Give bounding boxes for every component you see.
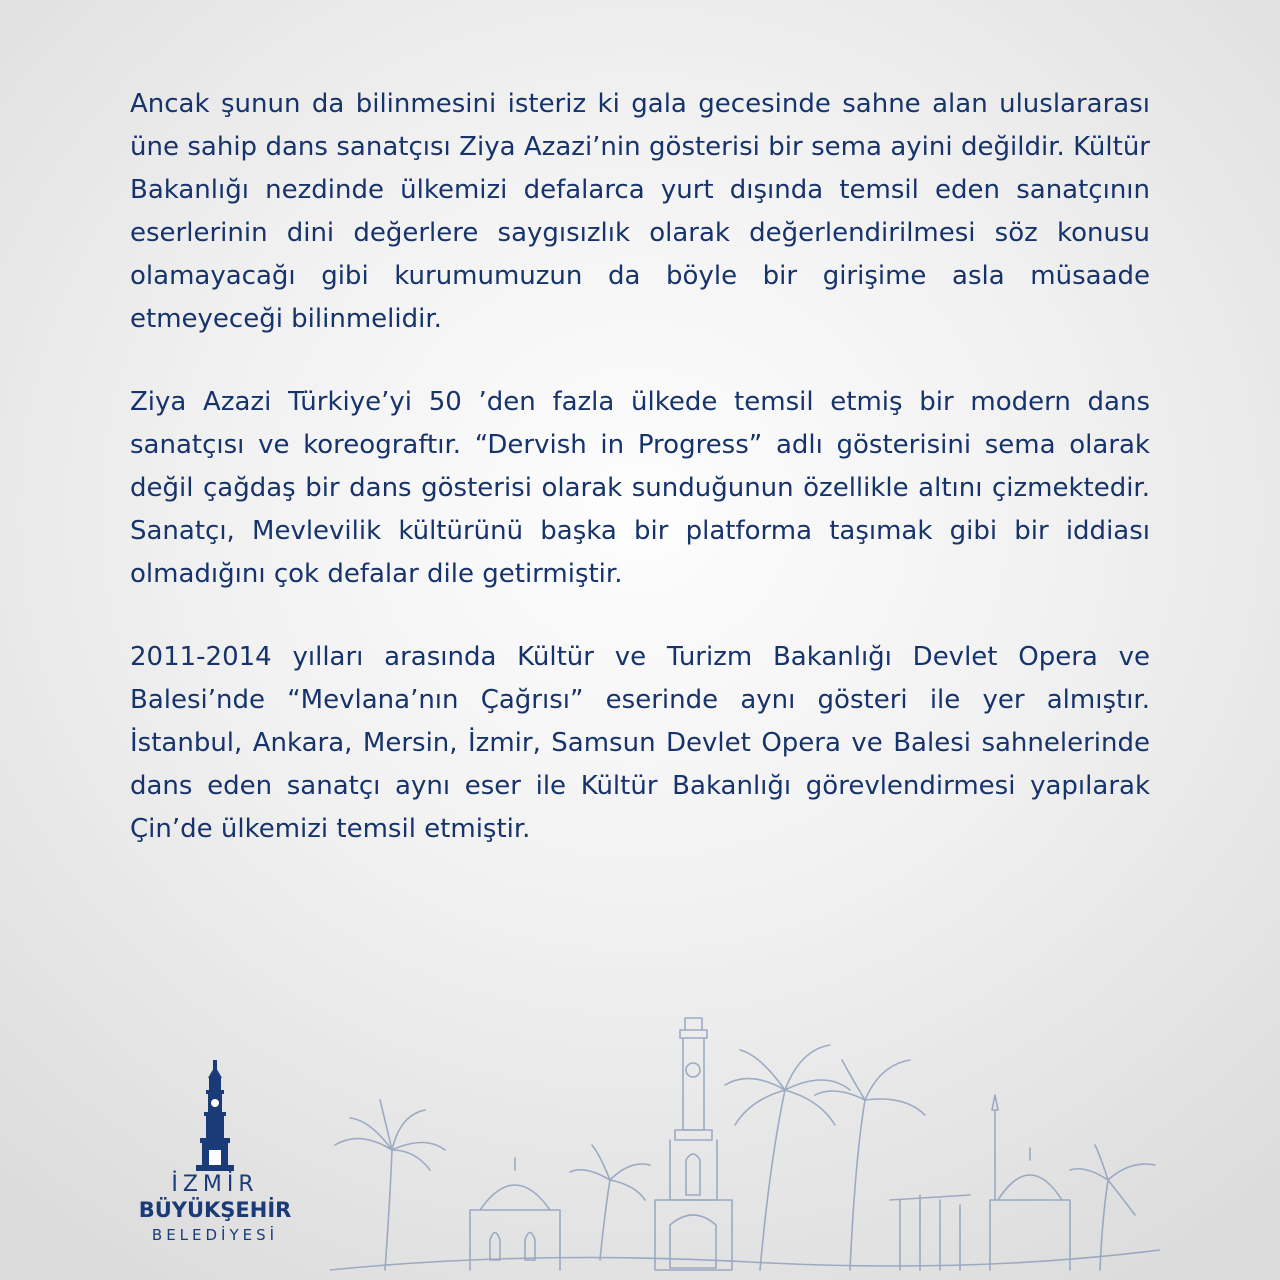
clock-tower-icon	[192, 1060, 238, 1172]
izmir-skyline-sketch	[330, 1000, 1160, 1280]
izmir-municipality-logo	[130, 1060, 300, 1260]
statement-body	[130, 83, 1150, 891]
logo-text-izmir: İZMİR	[171, 1172, 259, 1197]
paragraph-3: 2011-2014 yılları arasında Kültür ve Turizm Bakanlığı Devlet Opera ve Balesi’nde “Mevlana’nın Çağrısı” eserinde aynı gösteri ile yer almıştır. İstanbul, Ankara, Mersin, İzmir, Samsun Devlet Opera ve Balesi sahnelerinde dans eden sanatçı aynı eser ile Kültür Bakanlığı görevlendirmesi yapılarak Çin’de ülkemizi temsil etmiştir.	[130, 642, 1150, 844]
paragraph-1: Ancak şunun da bilinmesini isteriz ki gala gecesinde sahne alan uluslararası üne sahip dans sanatçısı Ziya Azazi’nin gösterisi bir sema ayini değildir. Kültür Bakanlığı nezdinde ülkemizi defalarca yurt dışında temsil eden sanatçının eserlerinin dini değerlere saygısızlık olarak değerlendirilmesi söz konusu olamayacağı gibi kurumumuzun da böyle bir girişime asla müsaade etmeyeceği bilinmelidir.	[130, 89, 1150, 334]
paragraph-2: Ziya Azazi Türkiye’yi 50 ’den fazla ülkede temsil etmiş bir modern dans sanatçısı ve koreograftır. “Dervish in Progress” adlı gösterisini sema olarak değil çağdaş bir dans gösterisi olarak sunduğunun özellikle altını çizmektedir. Sanatçı, Mevlevilik kültürünü başka bir platforma taşımak gibi bir iddiası olmadığını çok defalar dile getirmiştir.	[130, 387, 1150, 589]
logo-text-belediyesi: BELEDİYESİ	[151, 1226, 279, 1244]
logo-text-buyuksehir: BÜYÜKŞEHİR	[138, 1198, 292, 1222]
